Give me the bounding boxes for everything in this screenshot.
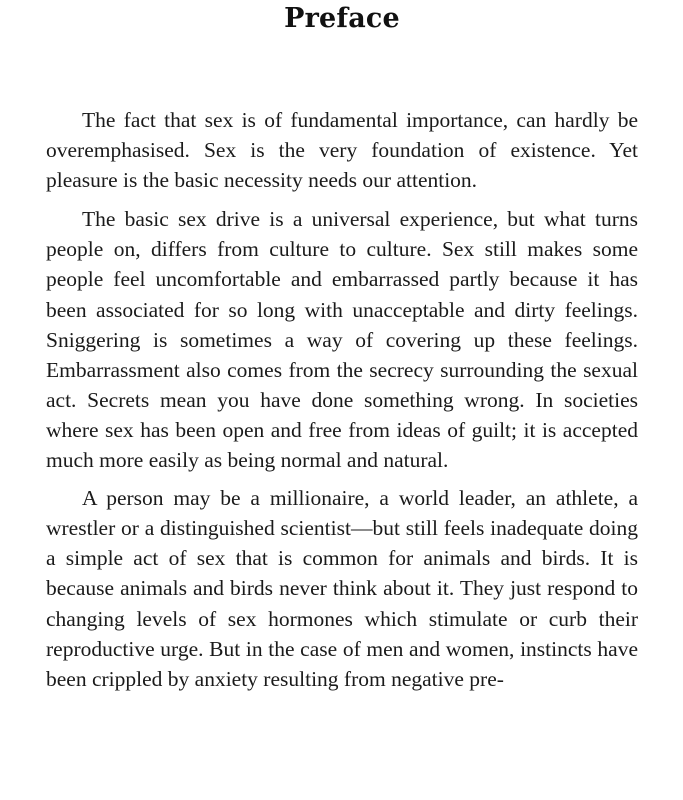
paragraph-3: A person may be a millionaire, a world leader, an athlete, a wrestler or a distinguished scientist—but still feels inadequate doing a simple act of sex that is common for animals and birds. It is because animals and birds never think about it. They just respond to changing levels of sex hormones which stimulate or curb their reproductive urge. But in the case of men and women, instincts have been crippled by anxiety resulting from negative pre- bbox=[46, 486, 638, 691]
page-title: Preface bbox=[284, 3, 400, 34]
paragraph-2: The basic sex drive is a universal experience, but what turns people on, differs from culture to culture. Sex still makes some people feel uncomfortable and embarrassed partly because it has been associated for so long with unacceptable and dirty feelings. Sniggering is sometimes a way of covering up these feelings. Embarrassment also comes from the secrecy surrounding the sexual act. Secrets mean you have done something wrong. In societies where sex has been open and free from ideas of guilt; it is accepted much more easily as being normal and natural. bbox=[46, 207, 638, 473]
book-page bbox=[46, 0, 638, 694]
paragraph-1: The fact that sex is of fundamental importance, can hardly be overemphasised. Sex is the very foundation of existence. Yet pleasure is the basic necessity needs our attention. bbox=[46, 108, 638, 193]
